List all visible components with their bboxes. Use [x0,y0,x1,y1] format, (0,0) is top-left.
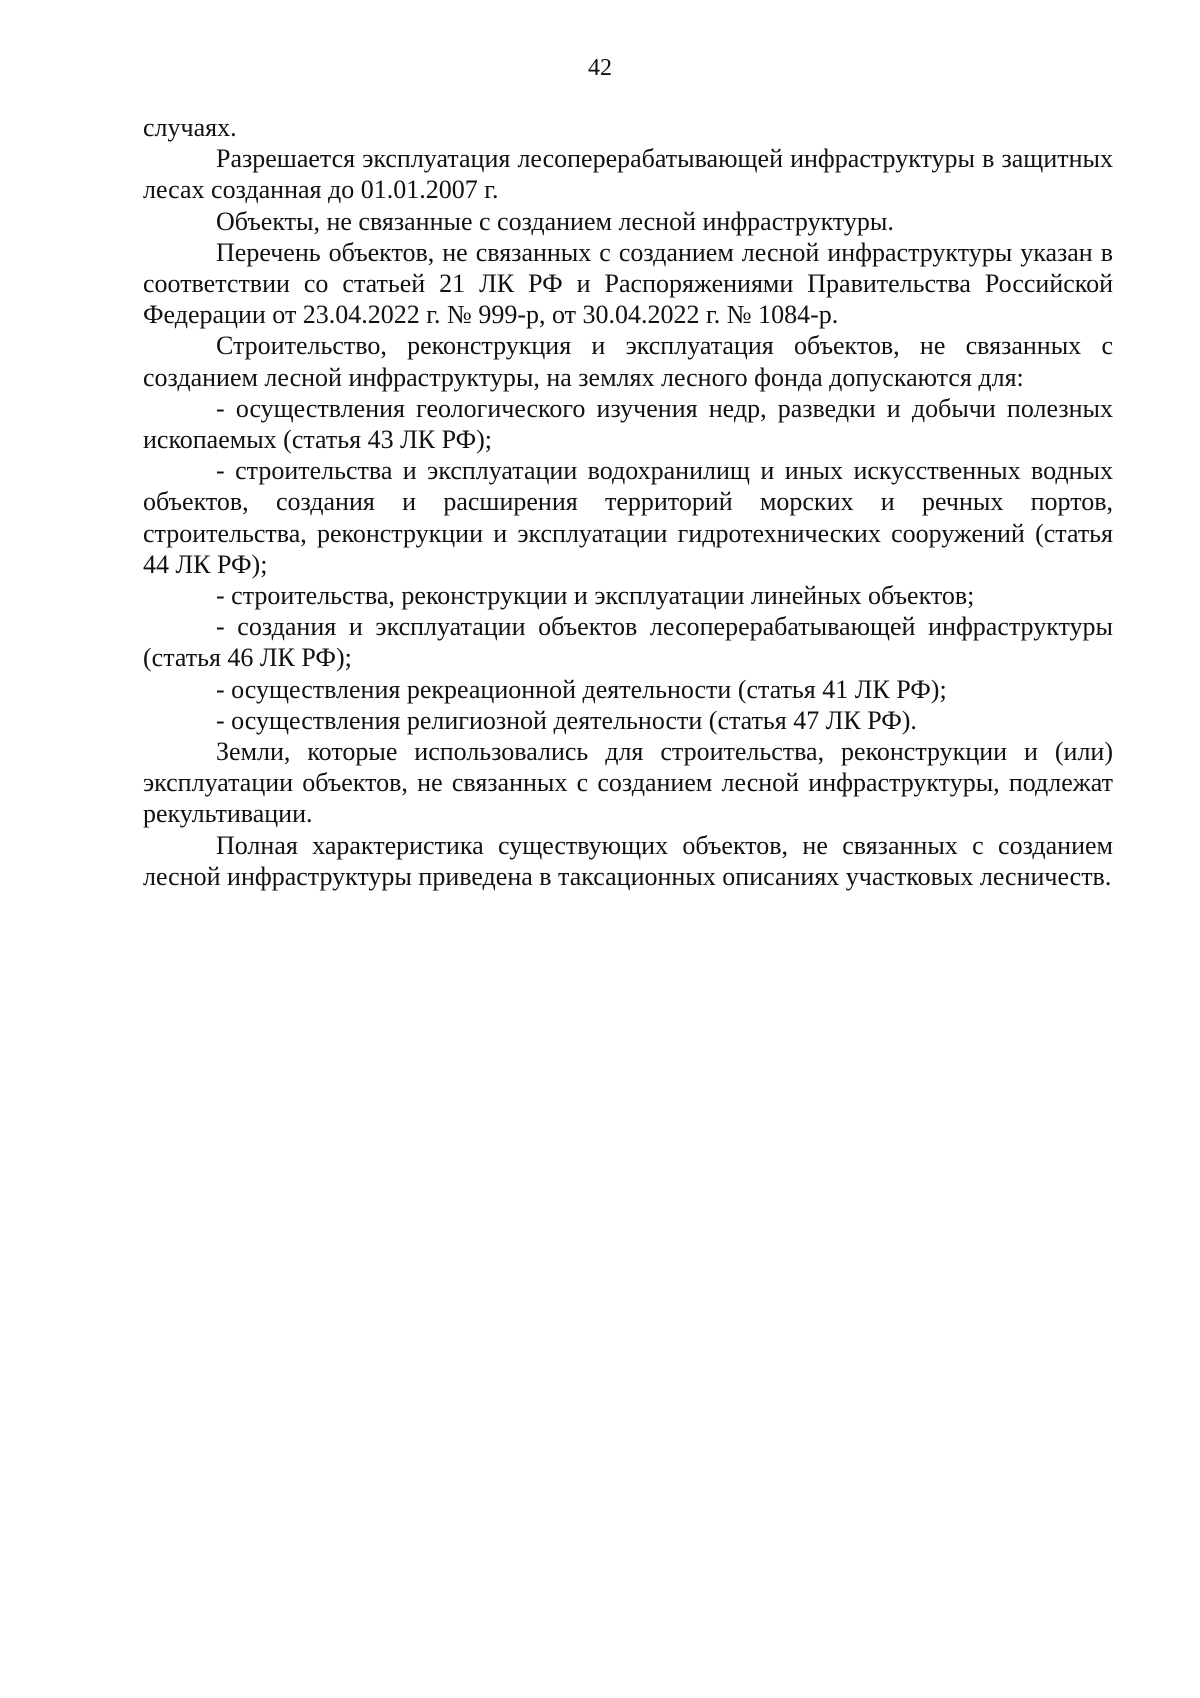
list-item-reservoirs: - строительства и эксплуатации водохранилищ и иных искусственных водных объектов, создания и расширения территорий морских и речных портов, строительства, реконструкции и эксплуатации гидротехнических сооружений (статья 44 ЛК РФ); [143,456,1113,579]
paragraph-exploitation-permission: Разрешается эксплуатация лесоперерабатывающей инфраструктуры в защитных лесах созданная до 01.01.2007 г. [143,144,1113,205]
list-item-religion: - осуществления религиозной деятельности (статья 47 ЛК РФ). [216,705,917,735]
section-heading-non-forest-objects: Объекты, не связанные с созданием лесной инфраструктуры. [216,206,894,236]
page-number: 42 [588,55,612,81]
document-body [143,112,1113,892]
paragraph-full-characteristics: Полная характеристика существующих объектов, не связанных с созданием лесной инфраструктуры приведена в таксационных описаниях участковых лесничеств. [143,830,1113,891]
paragraph-continuation: случаях. [143,113,237,142]
paragraph-recultivation: Земли, которые использовались для строительства, реконструкции и (или) эксплуатации объектов, не связанных с созданием лесной инфраструктуры, подлежат рекультивации. [143,737,1113,829]
paragraph-objects-list-reference: Перечень объектов, не связанных с созданием лесной инфраструктуры указан в соответствии со статьей 21 ЛК РФ и Распоряжениями Правительства Российской Федерации от 23.04.2022 г. № 999-р, от 30.04.2022 г. № 1084-р. [143,237,1113,330]
list-item-recreation: - осуществления рекреационной деятельности (статья 41 ЛК РФ); [216,674,947,704]
list-item-linear-objects: - строительства, реконструкции и эксплуатации линейных объектов; [216,581,975,611]
paragraph-construction-allowed: Строительство, реконструкция и эксплуатация объектов, не связанных с созданием лесной инфраструктуры, на землях лесного фонда допускаются для: [143,331,1113,392]
list-item-geology: - осуществления геологического изучения недр, разведки и добычи полезных ископаемых (статья 43 ЛК РФ); [143,393,1113,455]
list-item-wood-processing: - создания и эксплуатации объектов лесоперерабатывающей инфраструктуры (статья 46 ЛК РФ); [143,612,1113,673]
